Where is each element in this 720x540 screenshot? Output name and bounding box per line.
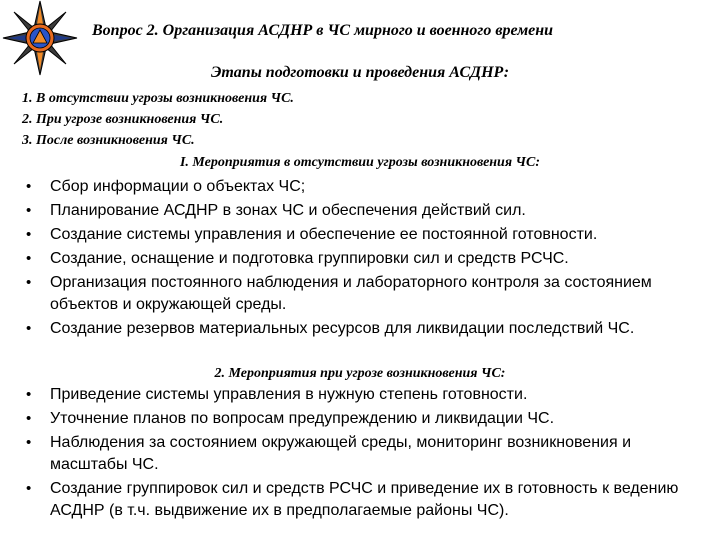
list-item: • Организация постоянного наблюдения и лабораторного контроля за состоянием объектов и окружающей среды. [26, 274, 652, 313]
bullet-icon: • [26, 274, 32, 291]
list-item: • Создание резервов материальных ресурсов для ликвидации последствий ЧС. [24, 318, 704, 340]
bullet-icon: • [26, 178, 32, 195]
bullet-icon: • [26, 320, 32, 337]
bullet-icon: • [26, 480, 32, 497]
page-title: Вопрос 2. Организация АСДНР в ЧС мирного и военного времени [92, 22, 554, 39]
stage-item: 1. В отсутствии угрозы возникновения ЧС. [22, 91, 294, 106]
stages-subtitle: Этапы подготовки и проведения АСДНР: [210, 64, 510, 81]
list-item: • Уточнение планов по вопросам предупреждению и ликвидации ЧС. [24, 408, 704, 430]
stage-item: 3. После возникновения ЧС. [22, 133, 195, 148]
bullet-icon: • [26, 386, 32, 403]
section1-heading: I. Мероприятия в отсутствии угрозы возникновения ЧС: [179, 155, 541, 170]
bullet-icon: • [26, 434, 32, 451]
stages-list [22, 88, 294, 151]
list-item: • Наблюдения за состоянием окружающей среды, мониторинг возникновения и масштабы ЧС. [26, 434, 632, 473]
bullet-icon: • [26, 226, 32, 243]
list-item: • Создание системы управления и обеспечение ее постоянной готовности. [24, 224, 704, 246]
list-item: • Планирование АСДНР в зонах ЧС и обеспечения действий сил. [24, 200, 704, 222]
list-item: • Приведение системы управления в нужную степень готовности. [24, 384, 704, 406]
section2-list [24, 384, 704, 524]
list-item: • Создание группировок сил и средств РСЧС и приведение их в готовность к ведению АСДНР (в т.ч. выдвижение их в предполагаемые районы ЧС). [26, 480, 679, 519]
bullet-icon: • [26, 410, 32, 427]
list-item: • Создание, оснащение и подготовка группировки сил и средств РСЧС. [24, 248, 704, 270]
stage-item: 2. При угрозе возникновения ЧС. [22, 112, 224, 127]
bullet-icon: • [26, 250, 32, 267]
bullet-icon: • [26, 202, 32, 219]
section2-heading: 2. Мероприятия при угрозе возникновения ЧС: [214, 366, 506, 381]
list-item: • Сбор информации о объектах ЧС; [24, 176, 704, 198]
section1-list [24, 176, 704, 342]
